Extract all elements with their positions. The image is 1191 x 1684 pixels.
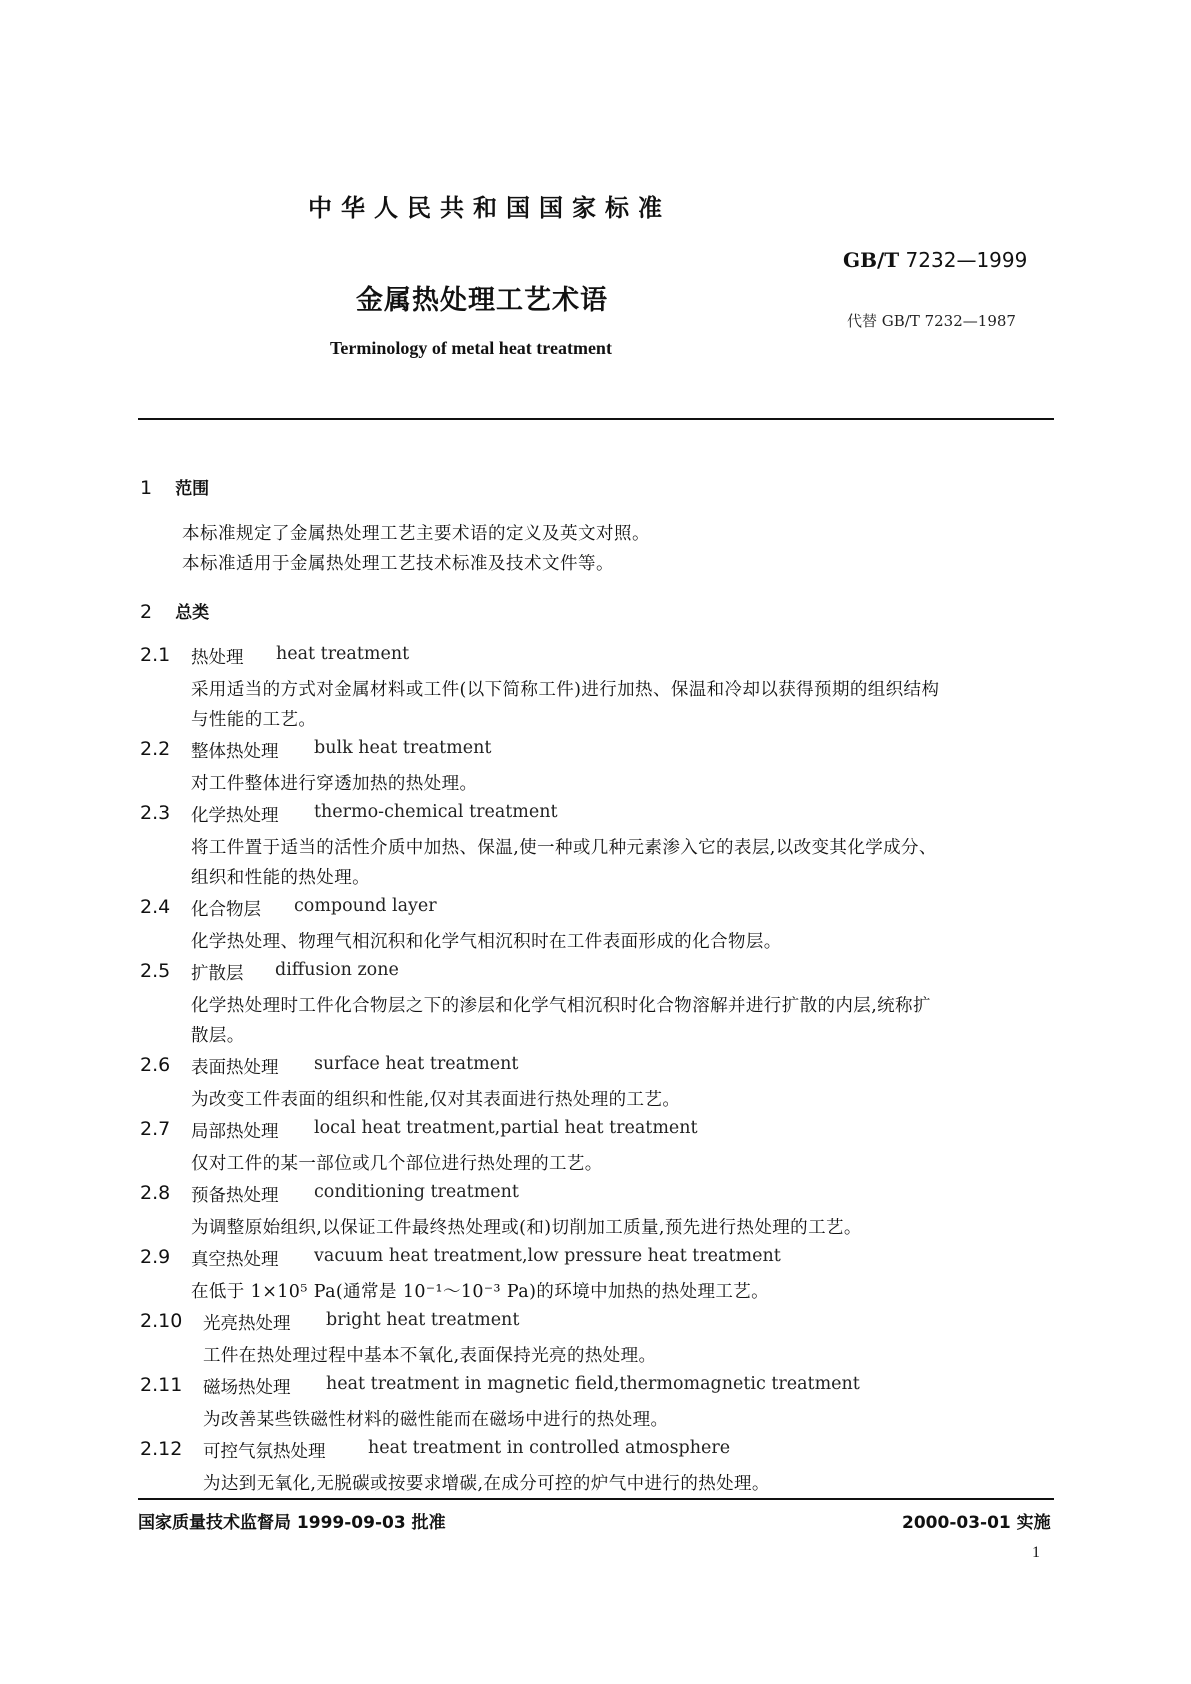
term-2-11-definition-line-1: 为改善某些铁磁性材料的磁性能而在磁场中进行的热处理。 (203, 1410, 669, 1430)
term-2-3-heading (140, 802, 558, 826)
term-2-9-definition-line-1: 在低于 1×10⁵ Pa(通常是 10⁻¹～10⁻³ Pa)的环境中加热的热处理工艺。 (191, 1282, 770, 1302)
national-standard-heading: 中华人民共和国国家标准 (308, 194, 671, 222)
term-2-5-heading (140, 960, 399, 984)
term-2-12-definition-line-1: 为达到无氧化,无脱碳或按要求增碳,在成分可控的炉气中进行的热处理。 (203, 1474, 770, 1494)
term-2-12-heading (140, 1438, 731, 1462)
term-name-cn: 真空热处理 (191, 1250, 279, 1270)
term-2-6-heading (140, 1054, 519, 1078)
term-number: 2.12 (140, 1438, 183, 1460)
term-number: 2.3 (140, 802, 171, 824)
standard-code-dash: — (956, 248, 977, 272)
term-2-8-definition-line-1: 为调整原始组织,以保证工件最终热处理或(和)切削加工质量,预先进行热处理的工艺。 (191, 1218, 862, 1238)
term-name-cn: 化合物层 (191, 900, 261, 920)
replaces-standard: 代替 GB/T 7232—1987 (847, 312, 1016, 330)
term-number: 2.2 (140, 738, 171, 760)
term-2-7-heading (140, 1118, 698, 1142)
approval-note: 国家质量技术监督局 1999-09-03 批准 (138, 1513, 446, 1533)
section-title: 范围 (175, 479, 210, 499)
term-name-en: compound layer (294, 896, 437, 916)
term-name-en: conditioning treatment (314, 1182, 519, 1202)
term-name-cn: 整体热处理 (191, 742, 279, 762)
term-2-2-heading (140, 738, 492, 762)
standard-code-prefix: GB/T (843, 248, 900, 272)
term-name-cn: 局部热处理 (191, 1122, 279, 1142)
term-2-9-heading (140, 1246, 781, 1270)
term-number: 2.1 (140, 644, 171, 666)
term-name-cn: 预备热处理 (191, 1186, 279, 1206)
standard-code (843, 248, 1027, 272)
section-1-paragraph-2: 本标准适用于金属热处理工艺技术标准及技术文件等。 (182, 554, 614, 574)
term-2-4-definition-line-1: 化学热处理、物理气相沉积和化学气相沉积时在工件表面形成的化合物层。 (191, 932, 782, 952)
term-2-5-definition-line-1: 化学热处理时工件化合物层之下的渗层和化学气相沉积时化合物溶解并进行扩散的内层,统称扩 (191, 996, 931, 1016)
term-name-cn: 表面热处理 (191, 1058, 279, 1078)
term-name-cn: 热处理 (191, 648, 244, 668)
term-name-en: heat treatment in controlled atmosphere (368, 1438, 731, 1458)
term-2-3-definition-line-2: 组织和性能的热处理。 (191, 868, 370, 888)
term-2-7-definition-line-1: 仅对工件的某一部位或几个部位进行热处理的工艺。 (191, 1154, 603, 1174)
term-2-5-definition-line-2: 散层。 (191, 1026, 245, 1046)
section-title: 总类 (175, 603, 210, 623)
term-name-cn: 化学热处理 (191, 806, 279, 826)
section-number: 2 (140, 601, 153, 623)
term-2-1-definition-line-2: 与性能的工艺。 (191, 710, 317, 730)
footer-divider (138, 1498, 1054, 1500)
term-2-10-heading (140, 1310, 520, 1334)
term-name-en: surface heat treatment (314, 1054, 519, 1074)
document-title-cn: 金属热处理工艺术语 (356, 285, 608, 316)
term-2-2-definition-line-1: 对工件整体进行穿透加热的热处理。 (191, 774, 478, 794)
term-number: 2.7 (140, 1118, 171, 1140)
standard-code-number: 7232 (905, 248, 957, 272)
document-title-en: Terminology of metal heat treatment (330, 338, 612, 358)
term-2-10-definition-line-1: 工件在热处理过程中基本不氧化,表面保持光亮的热处理。 (203, 1346, 657, 1366)
term-number: 2.6 (140, 1054, 171, 1076)
term-name-cn: 可控气氛热处理 (203, 1442, 326, 1462)
term-name-en: heat treatment in magnetic field,thermomagnetic treatment (326, 1374, 860, 1394)
term-2-1-heading (140, 644, 410, 668)
term-name-en: heat treatment (276, 644, 410, 664)
section-2-heading (140, 598, 209, 623)
term-2-8-heading (140, 1182, 519, 1206)
term-number: 2.10 (140, 1310, 183, 1332)
term-number: 2.8 (140, 1182, 171, 1204)
term-name-en: vacuum heat treatment,low pressure heat treatment (314, 1246, 781, 1266)
term-2-6-definition-line-1: 为改变工件表面的组织和性能,仅对其表面进行热处理的工艺。 (191, 1090, 681, 1110)
section-number: 1 (140, 477, 153, 499)
term-name-en: bright heat treatment (326, 1310, 520, 1330)
section-1-heading (140, 474, 209, 499)
standard-code-year: 1999 (976, 248, 1028, 272)
term-number: 2.4 (140, 896, 171, 918)
implementation-note: 2000-03-01 实施 (902, 1513, 1051, 1533)
term-number: 2.5 (140, 960, 171, 982)
term-name-en: local heat treatment,partial heat treatment (314, 1118, 698, 1138)
term-name-cn: 磁场热处理 (203, 1378, 291, 1398)
term-2-11-heading (140, 1374, 860, 1398)
term-name-en: thermo-chemical treatment (314, 802, 558, 822)
term-name-cn: 扩散层 (191, 964, 244, 984)
term-2-4-heading (140, 896, 437, 920)
term-2-1-definition-line-1: 采用适当的方式对金属材料或工件(以下简称工件)进行加热、保温和冷却以获得预期的组织结构 (191, 680, 940, 700)
term-number: 2.11 (140, 1374, 183, 1396)
header-divider (138, 418, 1054, 420)
term-name-en: diffusion zone (275, 960, 399, 980)
section-1-paragraph-1: 本标准规定了金属热处理工艺主要术语的定义及英文对照。 (182, 524, 650, 544)
term-2-3-definition-line-1: 将工件置于适当的活性介质中加热、保温,使一种或几种元素渗入它的表层,以改变其化学成分、 (191, 838, 937, 858)
term-number: 2.9 (140, 1246, 171, 1268)
page-number: 1 (1032, 1544, 1040, 1561)
term-name-en: bulk heat treatment (314, 738, 492, 758)
term-name-cn: 光亮热处理 (203, 1314, 291, 1334)
